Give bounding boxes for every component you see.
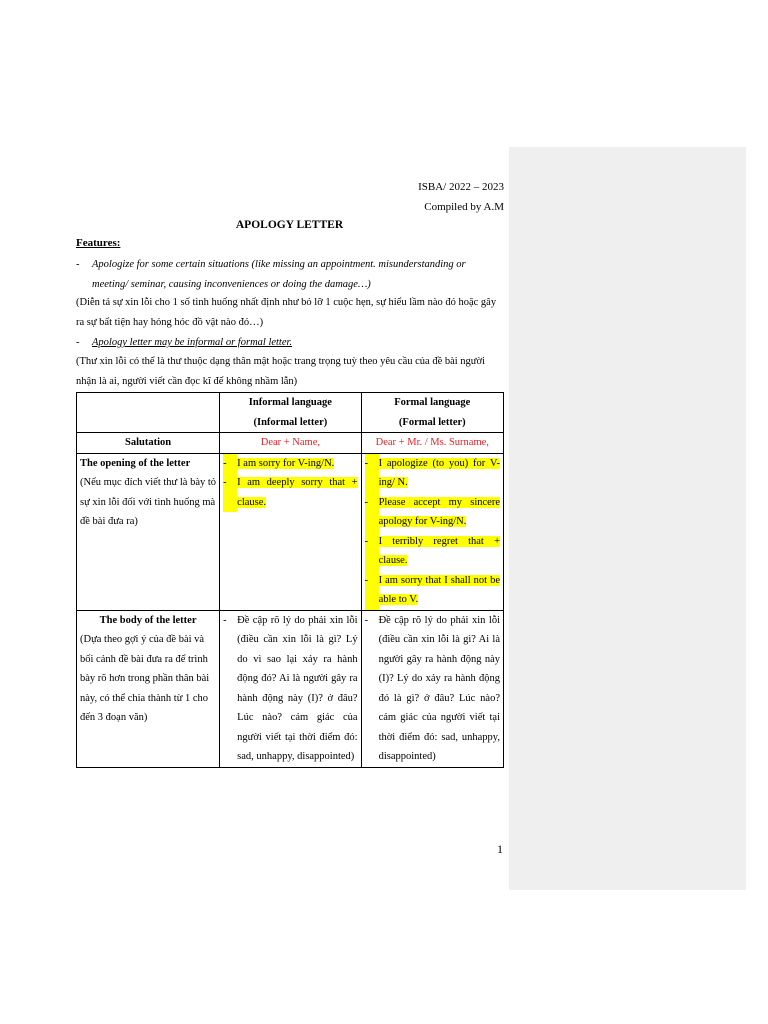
list-item: - I terribly regret that + clause. <box>365 532 500 571</box>
formal-body-text: Đề cập rõ lý do phải xin lỗi (điều cần xin lỗi là gì? Ai là người gây ra hành động này (I)? Lý do xảy ra hành động đó là gì? ở đâu? Lúc nào? cảm giác của người viết tại thời điểm đó: sad, unhappy, disappointed) <box>378 614 500 762</box>
empty-cell <box>77 393 220 433</box>
list-item: - I apologize (to you) for V-ing/ N. <box>365 454 500 493</box>
informal-head: Informal language <box>248 397 332 408</box>
body-title: The body of the letter <box>99 614 197 626</box>
salutation-row <box>77 433 504 454</box>
body-desc: (Dựa theo gợi ý của đề bài và bối cảnh đề bài đưa ra để trình bày rõ hơn trong phần thân bài này, có thể chia thành từ 1 cho đến 3 đoạn văn) <box>80 634 210 723</box>
opening-title: The opening of the letter <box>80 457 191 469</box>
formal-sub: (Formal letter) <box>398 416 466 428</box>
formal-body-cell <box>361 610 503 767</box>
list-item: - Đề cập rõ lý do phải xin lỗi (điều cần xin lỗi là gì? Ai là người gây ra hành động này (I)? Lý do xảy ra hành động đó là gì? ở đâu? Lúc nào? cảm giác của người viết tại thời điểm đó: sad, unhappy, disappointed) <box>365 611 500 767</box>
formal-opening-1: I apologize (to you) for V-ing/ N. <box>378 457 500 488</box>
informal-body-cell <box>220 610 361 767</box>
salutation-label: Salutation <box>77 433 220 454</box>
table-header-row <box>77 393 504 433</box>
informal-opening-cell <box>220 453 361 610</box>
informal-opening-1: I am sorry for V-ing/N. <box>237 457 335 469</box>
formal-opening-2: Please accept my sincere apology for V-ing/N. <box>378 496 500 527</box>
header-year: ISBA/ 2022 – 2023 <box>418 181 504 193</box>
body-row <box>77 610 504 767</box>
formal-salutation: Dear + Mr. / Ms. Surname, <box>361 433 503 454</box>
page-title: APOLOGY LETTER <box>235 219 344 231</box>
bullet-dash: - <box>76 259 80 270</box>
header-compiled: Compiled by A.M <box>424 201 504 213</box>
informal-header <box>220 393 361 433</box>
list-item: - I am sorry that I shall not be able to V. <box>365 571 500 610</box>
formal-opening-cell <box>361 453 503 610</box>
formal-head: Formal language <box>394 397 471 408</box>
formal-opening-4: I am sorry that I shall not be able to V. <box>378 574 500 605</box>
comment-pane <box>509 147 746 890</box>
bullet-dash: - <box>76 337 80 348</box>
opening-desc: (Nếu mục đích viết thư là bày tỏ sự xin lỗi đối với tình huống mà đề bài đưa ra) <box>80 477 217 527</box>
bullet-apologize: Apologize for some certain situations (like missing an appointment. misunderstanding or meeting/ seminar, causing inconveniences or doing the damage…) <box>92 259 466 290</box>
opening-row <box>77 453 504 610</box>
body-label-cell <box>77 610 220 767</box>
bullet-letter-type-text: Apology letter may be informal or formal letter. <box>92 337 293 348</box>
list-item: - Please accept my sincere apology for V-ing/N. <box>365 493 500 532</box>
bullet-letter-type <box>92 333 502 353</box>
page-number: 1 <box>497 842 503 856</box>
vn-note-2: (Thư xin lỗi có thể là thư thuộc dạng thân mật hoặc trang trọng tuỳ theo yêu cầu của đề bài người nhận là ai, người viết cần đọc kĩ để không nhầm lẫn) <box>76 356 485 387</box>
informal-opening-2: I am deeply sorry that + clause. <box>237 477 358 508</box>
list-item: - I am sorry for V-ing/N. <box>223 454 357 474</box>
features-label: Features: <box>76 237 121 249</box>
informal-salutation: Dear + Name, <box>220 433 361 454</box>
list-item: - I am deeply sorry that + clause. <box>223 473 357 512</box>
formal-header <box>361 393 503 433</box>
vn-note-1: (Diễn tả sự xin lỗi cho 1 số tình huống nhất định như bỏ lỡ 1 cuộc hẹn, sự hiểu lầm nào đó hoặc gây ra sự bất tiện hay hỏng hóc đồ vật nào đó…) <box>76 297 497 328</box>
informal-sub: (Informal letter) <box>253 416 328 428</box>
opening-label-cell <box>77 453 220 610</box>
comparison-table <box>76 392 504 768</box>
informal-body-text: Đề cập rõ lý do phải xin lỗi (điều cần xin lỗi là gì? Lý do vì sao lại xảy ra hành động đó? Ai là người gây ra hành động này (I)? ở đâu? Lúc nào? cảm giác của người viết tại thời điểm đó: sad, unhappy, disappointed) <box>237 614 358 762</box>
list-item: - Đề cập rõ lý do phải xin lỗi (điều cần xin lỗi là gì? Lý do vì sao lại xảy ra hành động đó? Ai là người gây ra hành động này (I)? ở đâu? Lúc nào? cảm giác của người viết tại thời điểm đó: sad, unhappy, disappointed) <box>223 611 357 767</box>
formal-opening-3: I terribly regret that + clause. <box>378 535 500 566</box>
